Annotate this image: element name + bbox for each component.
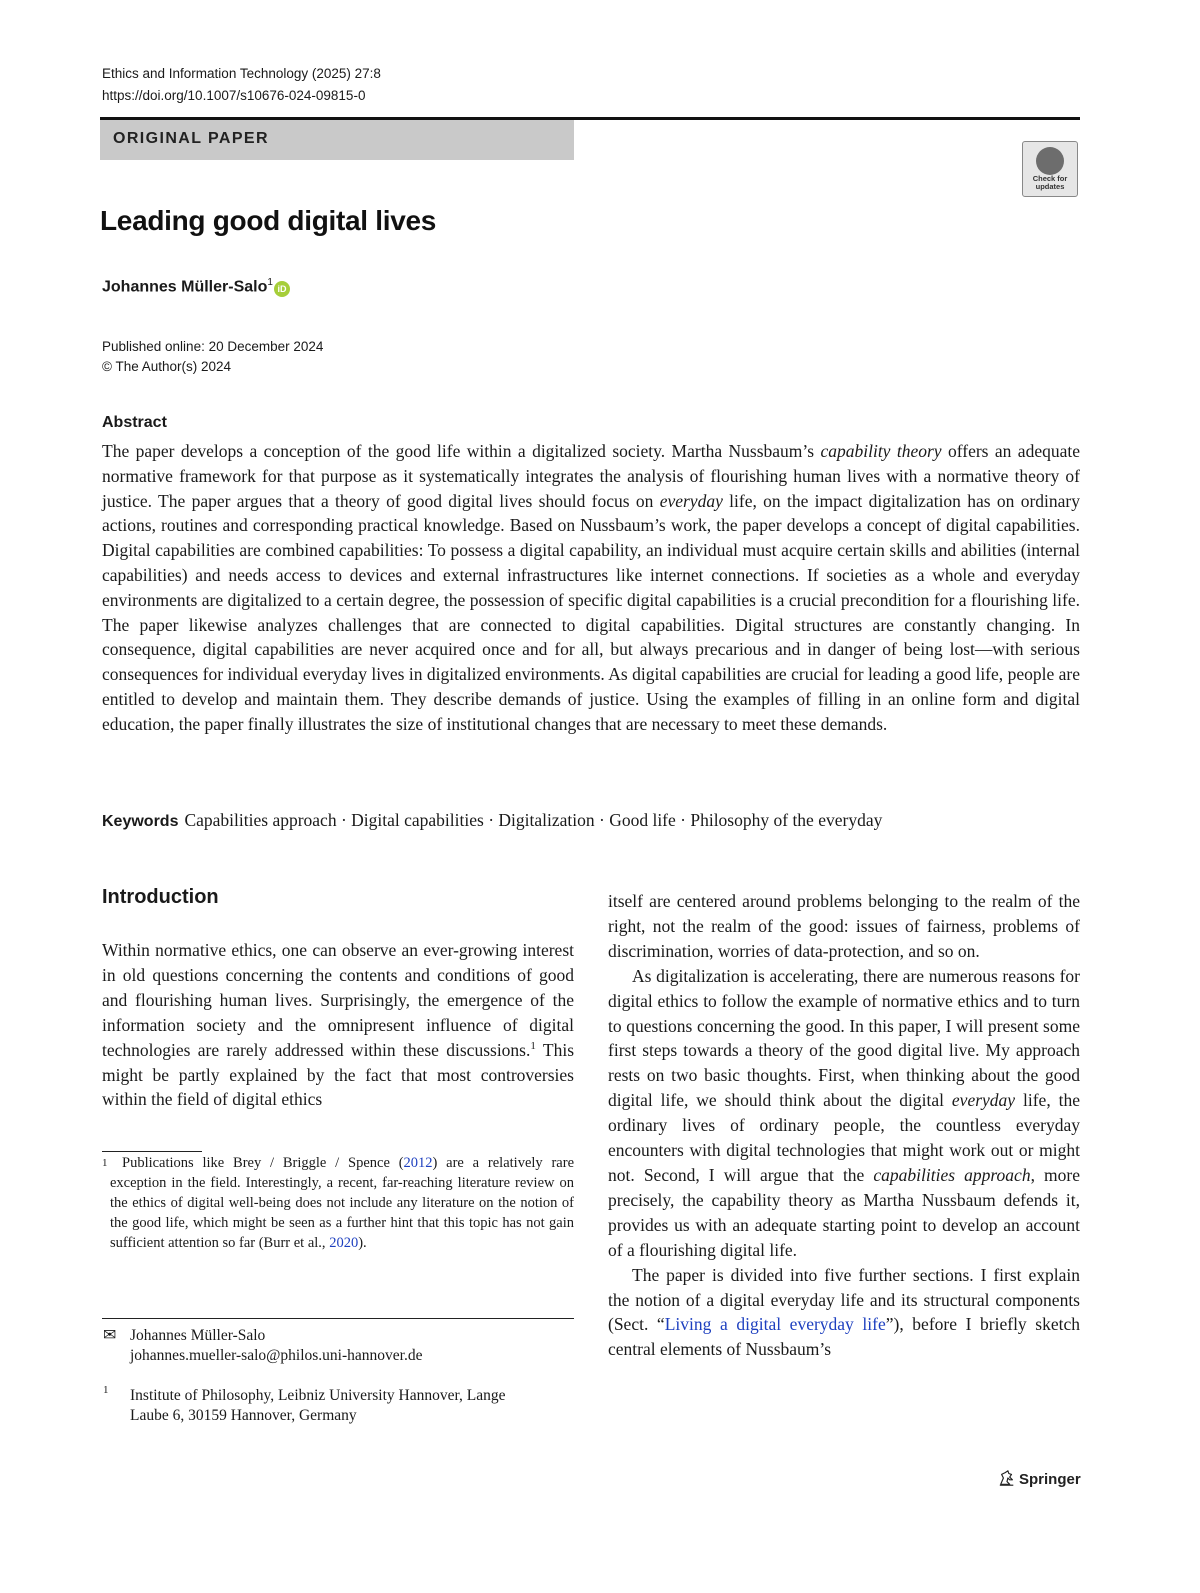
journal-citation: Ethics and Information Technology (2025) 27:8 [102, 66, 381, 81]
citation-link[interactable]: 2012 [403, 1155, 433, 1171]
check-updates-icon [1036, 147, 1064, 175]
published-date: Published online: 20 December 2024 [102, 339, 324, 354]
correspondence-rule [102, 1318, 574, 1319]
footnote-rule [102, 1151, 202, 1152]
right-paragraph-3: The paper is divided into five further sections. I first explain the notion of a digital everyday life and its structural components (Sect. “Living a digital everyday life”), before I briefly sketch central elements of Nussbaum’s [608, 1264, 1080, 1360]
article-type-label: ORIGINAL PAPER [113, 130, 269, 147]
footnote-1 [102, 1153, 574, 1253]
affiliation-number: 1 [103, 1384, 109, 1396]
email-icon: ✉ [103, 1327, 117, 1344]
abstract-heading: Abstract [102, 414, 167, 431]
author-line [102, 277, 290, 297]
section-link[interactable]: Living a digital everyday life [664, 1314, 886, 1335]
introduction-right-column [608, 889, 1080, 1362]
copyright-notice: © The Author(s) 2024 [102, 359, 232, 374]
publisher-logo [998, 1469, 1081, 1491]
footnote-reference[interactable]: 1 [530, 1039, 536, 1052]
keywords-label: Keywords [102, 813, 179, 830]
check-for-updates-badge[interactable] [1022, 141, 1078, 197]
orcid-icon[interactable]: iD [274, 281, 290, 297]
paper-title: Leading good digital lives [100, 205, 437, 236]
introduction-left-paragraph: Within normative ethics, one can observe an ever-growing interest in old questions concerning the contents and conditions of good and flourishing human lives. Surprisingly, the emergence of the information society and the omnipresent influence of digital technologies are rarely addressed within these discussions.$^1$ This might be partly explained by the fact that most controversies within the field of digital ethics [102, 940, 574, 1110]
introduction-heading: Introduction [102, 886, 219, 908]
right-paragraph-1: itself are centered around problems belonging to the realm of the right, not the realm of the good: issues of fairness, problems of discrimination, worries of data-protection, and so on. [608, 891, 1080, 961]
doi-link[interactable]: https://doi.org/10.1007/s10676-024-09815-0 [102, 88, 366, 103]
publisher-name: Springer [1019, 1471, 1081, 1488]
keywords-list: Capabilities approach · Digital capabilities · Digitalization · Good life · Philosophy of the everyday [184, 810, 883, 830]
citation-link[interactable]: 2020 [329, 1235, 359, 1251]
abstract-text: The paper develops a conception of the good life within a digitalized society. Martha Nussbaum’s capability theory offers an adequate normative framework for that purpose as it systematically integrates the analysis of flourishing human lives with a normative theory of justice. The paper argues that a theory of good digital lives should focus on everyday life, on the impact digitalization has on ordinary actions, routines and corresponding practical knowledge. Based on Nussbaum’s work, the paper develops a concept of digital capabilities. Digital capabilities are combined capabilities: To possess a digital capability, an individual must acquire certain skills and abilities (internal capabilities) and needs access to devices and external infrastructures like internet connections. If societies as a whole and everyday environments are digitalized to a certain degree, the possession of specific digital capabilities is a crucial precondition for a flourishing life. The paper likewise analyzes challenges that are connected to digital capabilities. Digital structures are constantly changing. In consequence, digital capabilities are never acquired once and for all, but always precarious and in danger of being lost—with serious consequences for individual everyday lives in digitalized environments. As digital capabilities are crucial for leading a good life, people are entitled to develop and maintain them. They describe demands of justice. Using the examples of filling in an online form and digital education, the paper finally illustrates the size of institutional changes that are necessary to meet these demands. [102, 441, 1080, 734]
affiliation-line-2: Laube 6, 30159 Hannover, Germany [130, 1407, 357, 1424]
corresponding-author-name: Johannes Müller-Salo [130, 1327, 266, 1344]
article-type-banner [100, 120, 574, 160]
footnote-text: Publications like Brey / Briggle / Spence (2012) are a relatively rare exception in the field. Interestingly, a recent, far-reaching literature review on the ethics of digital well-being does not include any literature on the notion of the good life, which might be seen as a further hint that this topic has not gain sufficient attention so far (Burr et al., 2020). [110, 1155, 575, 1251]
author-affiliation-mark: 1 [267, 277, 273, 288]
corresponding-author-email[interactable]: johannes.mueller-salo@philos.uni-hannover.de [130, 1347, 423, 1364]
check-updates-label: Check for updates [1032, 174, 1068, 191]
right-paragraph-2: As digitalization is accelerating, there are numerous reasons for digital ethics to follow the example of normative ethics and to turn to questions concerning the good. In this paper, I will present some first steps towards a theory of the good digital live. My approach rests on two basic thoughts. First, when thinking about the good digital life, we should think about the digital everyday life, the ordinary lives of ordinary people, the countless everyday encounters with digital technologies that might work out or might not. Second, I will argue that the capabilities approach, more precisely, the capability theory as Martha Nussbaum defends it, provides us with an adequate starting point to develop an account of a flourishing digital life. [608, 965, 1081, 1260]
springer-horse-icon [998, 1469, 1016, 1487]
author-name[interactable]: Johannes Müller-Salo [102, 278, 268, 296]
keywords-line [102, 808, 1082, 834]
affiliation-line-1: Institute of Philosophy, Leibniz University Hannover, Lange [130, 1387, 506, 1404]
footnote-number: 1 [102, 1157, 108, 1169]
